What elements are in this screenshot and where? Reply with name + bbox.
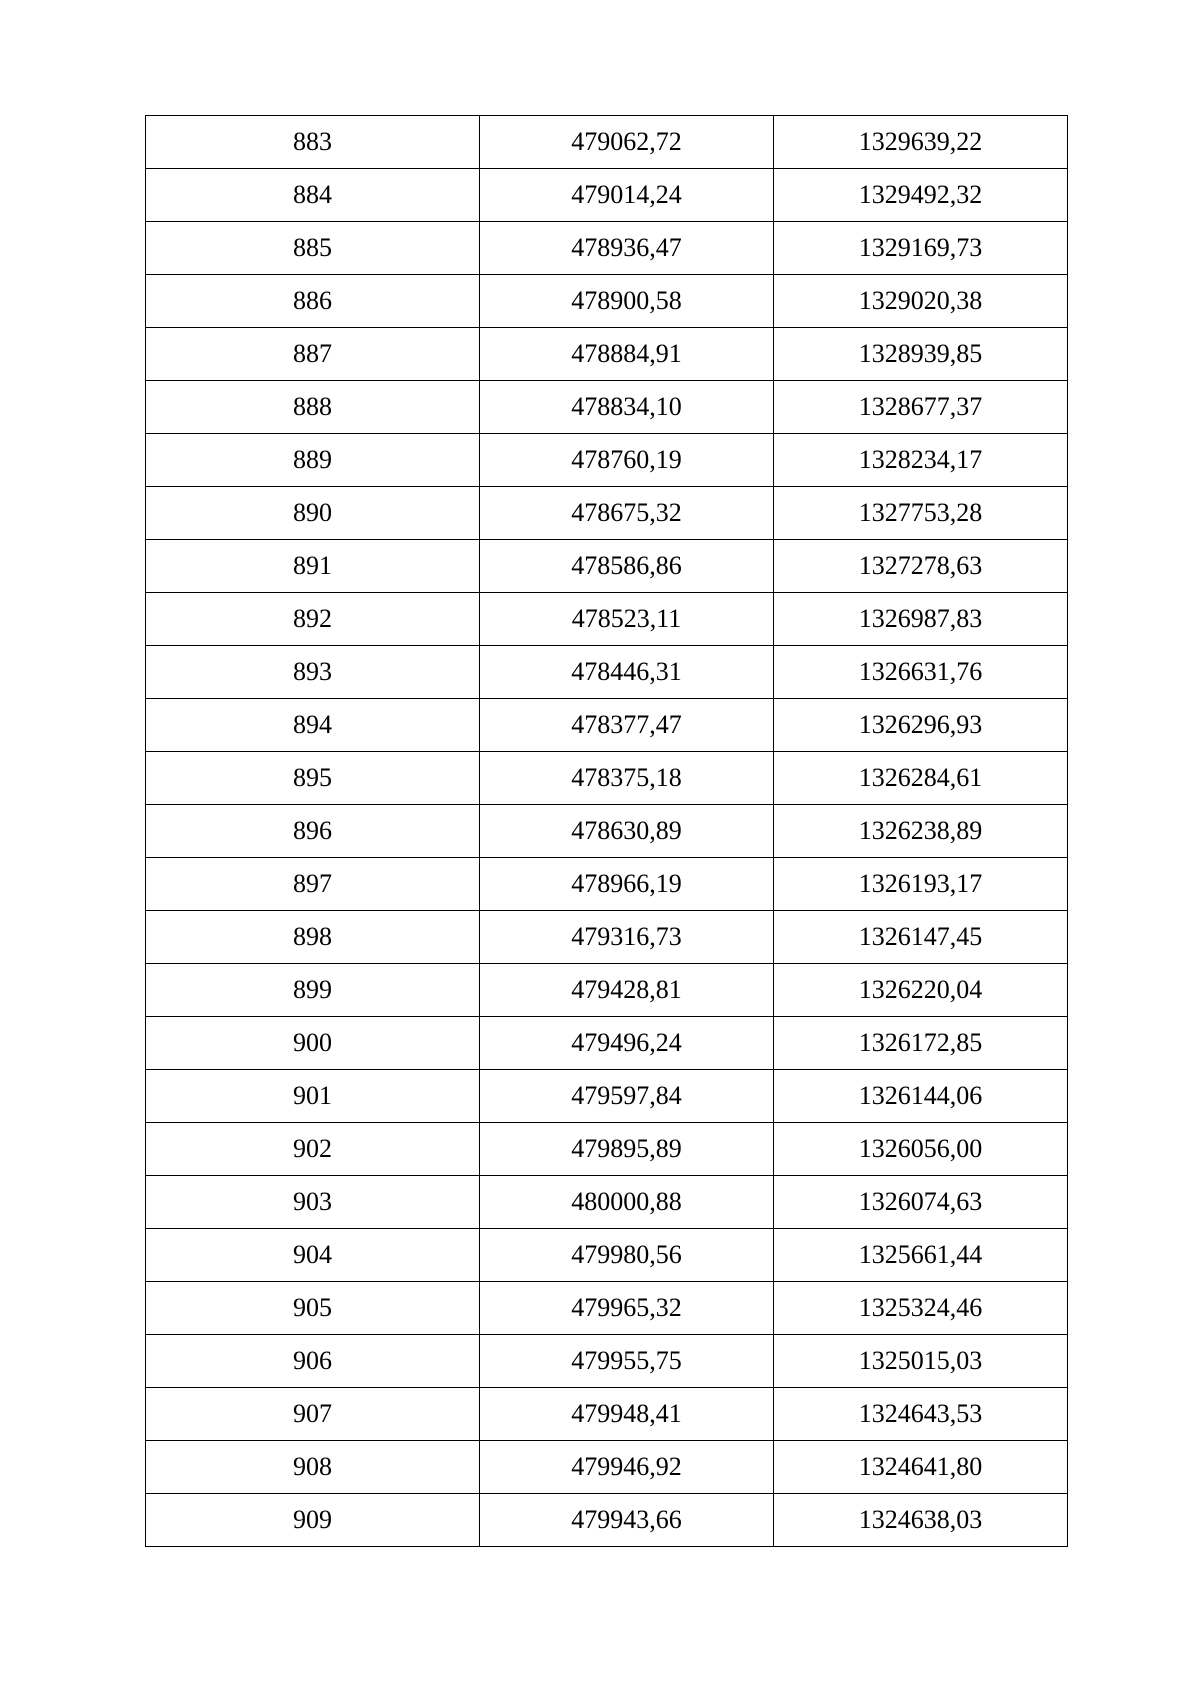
table-row <box>146 328 1068 381</box>
x-coordinate-cell: 480000,88 <box>480 1176 774 1229</box>
table-row <box>146 169 1068 222</box>
point-number-cell: 899 <box>146 964 480 1017</box>
y-coordinate-cell: 1329020,38 <box>774 275 1068 328</box>
x-coordinate-cell: 478630,89 <box>480 805 774 858</box>
x-coordinate-cell: 479943,66 <box>480 1494 774 1547</box>
y-coordinate-cell: 1324638,03 <box>774 1494 1068 1547</box>
point-number-cell: 902 <box>146 1123 480 1176</box>
x-coordinate-cell: 479496,24 <box>480 1017 774 1070</box>
point-number-cell: 898 <box>146 911 480 964</box>
point-number-cell: 900 <box>146 1017 480 1070</box>
y-coordinate-cell: 1325015,03 <box>774 1335 1068 1388</box>
y-coordinate-cell: 1326172,85 <box>774 1017 1068 1070</box>
point-number-cell: 894 <box>146 699 480 752</box>
point-number-cell: 889 <box>146 434 480 487</box>
table-row <box>146 1282 1068 1335</box>
x-coordinate-cell: 478586,86 <box>480 540 774 593</box>
table-row <box>146 1388 1068 1441</box>
point-number-cell: 885 <box>146 222 480 275</box>
point-number-cell: 904 <box>146 1229 480 1282</box>
y-coordinate-cell: 1326056,00 <box>774 1123 1068 1176</box>
y-coordinate-cell: 1328677,37 <box>774 381 1068 434</box>
point-number-cell: 906 <box>146 1335 480 1388</box>
x-coordinate-cell: 479062,72 <box>480 116 774 169</box>
y-coordinate-cell: 1327753,28 <box>774 487 1068 540</box>
point-number-cell: 890 <box>146 487 480 540</box>
point-number-cell: 888 <box>146 381 480 434</box>
point-number-cell: 893 <box>146 646 480 699</box>
x-coordinate-cell: 479948,41 <box>480 1388 774 1441</box>
x-coordinate-cell: 479597,84 <box>480 1070 774 1123</box>
x-coordinate-cell: 479955,75 <box>480 1335 774 1388</box>
y-coordinate-cell: 1326284,61 <box>774 752 1068 805</box>
x-coordinate-cell: 478936,47 <box>480 222 774 275</box>
x-coordinate-cell: 479946,92 <box>480 1441 774 1494</box>
x-coordinate-cell: 478834,10 <box>480 381 774 434</box>
y-coordinate-cell: 1327278,63 <box>774 540 1068 593</box>
point-number-cell: 896 <box>146 805 480 858</box>
y-coordinate-cell: 1329169,73 <box>774 222 1068 275</box>
table-row <box>146 222 1068 275</box>
x-coordinate-cell: 478675,32 <box>480 487 774 540</box>
point-number-cell: 907 <box>146 1388 480 1441</box>
x-coordinate-cell: 478446,31 <box>480 646 774 699</box>
coordinates-table-body <box>146 116 1068 1547</box>
y-coordinate-cell: 1324641,80 <box>774 1441 1068 1494</box>
coordinates-table <box>145 115 1068 1547</box>
table-row <box>146 381 1068 434</box>
y-coordinate-cell: 1326144,06 <box>774 1070 1068 1123</box>
point-number-cell: 895 <box>146 752 480 805</box>
x-coordinate-cell: 478760,19 <box>480 434 774 487</box>
y-coordinate-cell: 1326074,63 <box>774 1176 1068 1229</box>
table-row <box>146 275 1068 328</box>
table-row <box>146 116 1068 169</box>
y-coordinate-cell: 1326987,83 <box>774 593 1068 646</box>
y-coordinate-cell: 1326147,45 <box>774 911 1068 964</box>
y-coordinate-cell: 1326296,93 <box>774 699 1068 752</box>
y-coordinate-cell: 1325661,44 <box>774 1229 1068 1282</box>
table-row <box>146 540 1068 593</box>
point-number-cell: 892 <box>146 593 480 646</box>
y-coordinate-cell: 1326238,89 <box>774 805 1068 858</box>
table-row <box>146 1229 1068 1282</box>
table-row <box>146 434 1068 487</box>
y-coordinate-cell: 1326193,17 <box>774 858 1068 911</box>
table-row <box>146 699 1068 752</box>
table-row <box>146 1494 1068 1547</box>
x-coordinate-cell: 479980,56 <box>480 1229 774 1282</box>
table-row <box>146 646 1068 699</box>
point-number-cell: 903 <box>146 1176 480 1229</box>
point-number-cell: 884 <box>146 169 480 222</box>
y-coordinate-cell: 1326631,76 <box>774 646 1068 699</box>
y-coordinate-cell: 1329492,32 <box>774 169 1068 222</box>
y-coordinate-cell: 1329639,22 <box>774 116 1068 169</box>
table-row <box>146 805 1068 858</box>
x-coordinate-cell: 478523,11 <box>480 593 774 646</box>
table-row <box>146 593 1068 646</box>
x-coordinate-cell: 478375,18 <box>480 752 774 805</box>
table-row <box>146 911 1068 964</box>
y-coordinate-cell: 1328939,85 <box>774 328 1068 381</box>
y-coordinate-cell: 1324643,53 <box>774 1388 1068 1441</box>
table-row <box>146 1335 1068 1388</box>
x-coordinate-cell: 478900,58 <box>480 275 774 328</box>
table-row <box>146 1123 1068 1176</box>
x-coordinate-cell: 479428,81 <box>480 964 774 1017</box>
point-number-cell: 883 <box>146 116 480 169</box>
x-coordinate-cell: 479895,89 <box>480 1123 774 1176</box>
x-coordinate-cell: 479965,32 <box>480 1282 774 1335</box>
table-row <box>146 1017 1068 1070</box>
x-coordinate-cell: 479014,24 <box>480 169 774 222</box>
point-number-cell: 891 <box>146 540 480 593</box>
y-coordinate-cell: 1328234,17 <box>774 434 1068 487</box>
table-row <box>146 1441 1068 1494</box>
point-number-cell: 905 <box>146 1282 480 1335</box>
point-number-cell: 908 <box>146 1441 480 1494</box>
table-row <box>146 1070 1068 1123</box>
table-row <box>146 487 1068 540</box>
point-number-cell: 887 <box>146 328 480 381</box>
table-row <box>146 964 1068 1017</box>
point-number-cell: 897 <box>146 858 480 911</box>
x-coordinate-cell: 479316,73 <box>480 911 774 964</box>
point-number-cell: 886 <box>146 275 480 328</box>
y-coordinate-cell: 1326220,04 <box>774 964 1068 1017</box>
y-coordinate-cell: 1325324,46 <box>774 1282 1068 1335</box>
table-row <box>146 858 1068 911</box>
x-coordinate-cell: 478884,91 <box>480 328 774 381</box>
point-number-cell: 909 <box>146 1494 480 1547</box>
point-number-cell: 901 <box>146 1070 480 1123</box>
table-row <box>146 1176 1068 1229</box>
x-coordinate-cell: 478966,19 <box>480 858 774 911</box>
table-row <box>146 752 1068 805</box>
x-coordinate-cell: 478377,47 <box>480 699 774 752</box>
